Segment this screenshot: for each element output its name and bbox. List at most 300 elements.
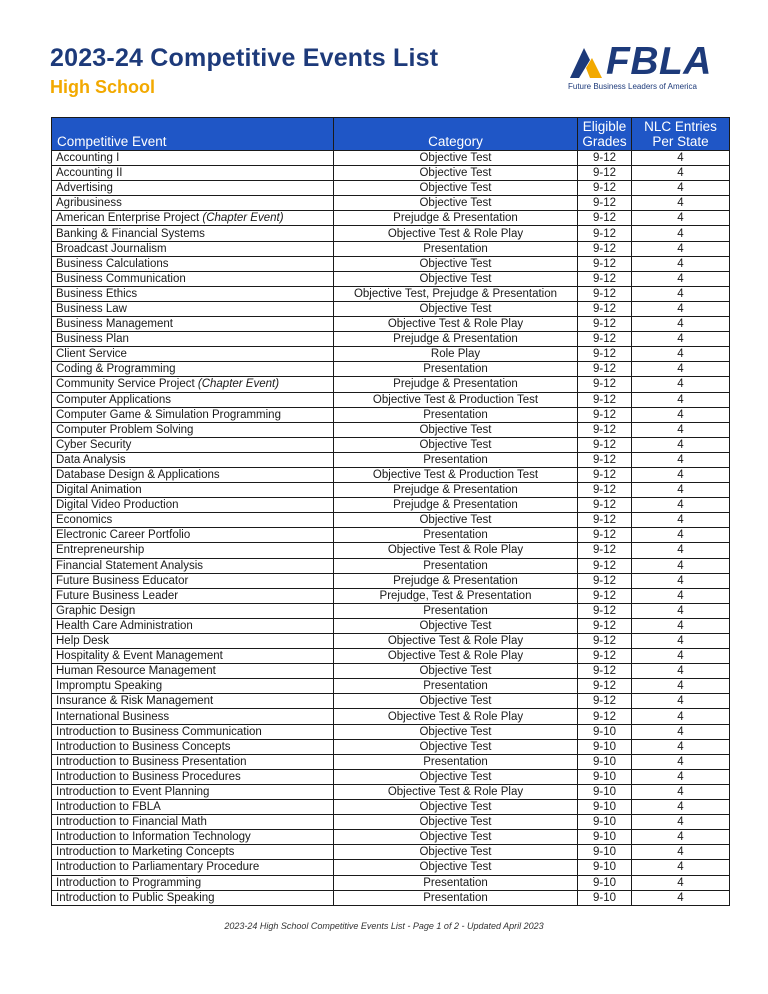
table-row <box>52 830 730 845</box>
entries-cell: 4 <box>632 166 730 181</box>
table-row <box>52 467 730 482</box>
event-name-cell <box>52 392 334 407</box>
page-footer: 2023-24 High School Competitive Events List - Page 1 of 2 - Updated April 2023 <box>224 921 544 931</box>
event-name: Introduction to Event Planning <box>56 785 210 798</box>
event-name-cell <box>52 830 334 845</box>
fbla-mark-icon <box>566 44 606 80</box>
category-cell: Objective Test <box>334 845 578 860</box>
event-name-cell <box>52 618 334 633</box>
page-subtitle: High School <box>50 77 155 97</box>
grades-cell: 9-12 <box>578 271 632 286</box>
category-cell: Objective Test <box>334 694 578 709</box>
grades-cell: 9-12 <box>578 347 632 362</box>
category-cell: Objective Test <box>334 422 578 437</box>
category-cell: Objective Test <box>334 815 578 830</box>
event-name-cell <box>52 754 334 769</box>
event-name-cell <box>52 271 334 286</box>
table-row <box>52 437 730 452</box>
entries-cell: 4 <box>632 347 730 362</box>
entries-cell: 4 <box>632 603 730 618</box>
event-name-cell <box>52 332 334 347</box>
table-row <box>52 890 730 905</box>
header-eligible-grades <box>578 118 632 151</box>
table-row <box>52 151 730 166</box>
entries-cell: 4 <box>632 151 730 166</box>
event-name-cell <box>52 196 334 211</box>
event-name-cell <box>52 256 334 271</box>
category-cell: Prejudge & Presentation <box>334 498 578 513</box>
category-cell: Presentation <box>334 362 578 377</box>
category-cell: Presentation <box>334 875 578 890</box>
event-name-cell <box>52 634 334 649</box>
event-name: Economics <box>56 514 113 527</box>
event-name: Database Design & Applications <box>56 469 220 482</box>
event-name: Introduction to Business Concepts <box>56 740 231 753</box>
table-row <box>52 634 730 649</box>
table-row <box>52 603 730 618</box>
grades-cell: 9-12 <box>578 196 632 211</box>
category-cell: Presentation <box>334 754 578 769</box>
event-name: Financial Statement Analysis <box>56 559 204 572</box>
entries-cell: 4 <box>632 498 730 513</box>
event-name-cell <box>52 347 334 362</box>
event-name: Accounting II <box>56 167 123 180</box>
entries-cell: 4 <box>632 800 730 815</box>
table-row <box>52 754 730 769</box>
grades-cell: 9-10 <box>578 875 632 890</box>
table-row <box>52 618 730 633</box>
header-nlc-line1: NLC Entries <box>644 119 717 134</box>
category-cell: Objective Test <box>334 664 578 679</box>
event-name: Accounting I <box>56 152 120 165</box>
table-row <box>52 860 730 875</box>
event-name: Hospitality & Event Management <box>56 650 223 663</box>
grades-cell: 9-10 <box>578 860 632 875</box>
entries-cell: 4 <box>632 437 730 452</box>
event-name-cell <box>52 769 334 784</box>
category-cell: Objective Test <box>334 166 578 181</box>
grades-cell: 9-12 <box>578 437 632 452</box>
table-row <box>52 709 730 724</box>
category-cell: Prejudge & Presentation <box>334 573 578 588</box>
grades-cell: 9-12 <box>578 332 632 347</box>
category-cell: Objective Test <box>334 181 578 196</box>
event-name: Broadcast Journalism <box>56 242 167 255</box>
grades-cell: 9-10 <box>578 724 632 739</box>
table-row <box>52 286 730 301</box>
category-cell: Presentation <box>334 558 578 573</box>
table-row <box>52 452 730 467</box>
event-note: (Chapter Event) <box>202 212 284 225</box>
event-name: Cyber Security <box>56 438 132 451</box>
event-name-cell <box>52 739 334 754</box>
category-cell: Objective Test, Prejudge & Presentation <box>334 286 578 301</box>
table-row <box>52 769 730 784</box>
entries-cell: 4 <box>632 467 730 482</box>
event-name-cell <box>52 513 334 528</box>
event-name: Human Resource Management <box>56 665 216 678</box>
event-name-cell <box>52 241 334 256</box>
event-name: Future Business Educator <box>56 574 189 587</box>
category-cell: Objective Test <box>334 830 578 845</box>
entries-cell: 4 <box>632 784 730 799</box>
table-row <box>52 498 730 513</box>
table-row <box>52 362 730 377</box>
grades-cell: 9-12 <box>578 498 632 513</box>
entries-cell: 4 <box>632 452 730 467</box>
event-name: Business Ethics <box>56 287 138 300</box>
event-name-cell <box>52 558 334 573</box>
category-cell: Objective Test & Role Play <box>334 226 578 241</box>
event-name-cell <box>52 784 334 799</box>
table-row <box>52 483 730 498</box>
entries-cell: 4 <box>632 709 730 724</box>
table-row <box>52 784 730 799</box>
grades-cell: 9-10 <box>578 890 632 905</box>
entries-cell: 4 <box>632 407 730 422</box>
table-row <box>52 815 730 830</box>
grades-cell: 9-12 <box>578 588 632 603</box>
event-name-cell <box>52 603 334 618</box>
table-row <box>52 588 730 603</box>
table-row <box>52 528 730 543</box>
category-cell: Objective Test <box>334 724 578 739</box>
grades-cell: 9-10 <box>578 845 632 860</box>
event-name-cell <box>52 709 334 724</box>
event-name: Advertising <box>56 182 113 195</box>
grades-cell: 9-12 <box>578 211 632 226</box>
event-name: Graphic Design <box>56 604 136 617</box>
category-cell: Objective Test <box>334 739 578 754</box>
event-name-cell <box>52 211 334 226</box>
event-name: American Enterprise Project <box>56 212 203 225</box>
entries-cell: 4 <box>632 196 730 211</box>
category-cell: Objective Test <box>334 437 578 452</box>
entries-cell: 4 <box>632 301 730 316</box>
entries-cell: 4 <box>632 241 730 256</box>
table-row <box>52 679 730 694</box>
grades-cell: 9-10 <box>578 784 632 799</box>
grades-cell: 9-12 <box>578 679 632 694</box>
event-name-cell <box>52 890 334 905</box>
event-name: Future Business Leader <box>56 589 179 602</box>
entries-cell: 4 <box>632 181 730 196</box>
category-cell: Objective Test & Role Play <box>334 634 578 649</box>
category-cell: Objective Test <box>334 151 578 166</box>
table-row <box>52 422 730 437</box>
grades-cell: 9-12 <box>578 634 632 649</box>
event-name-cell <box>52 166 334 181</box>
category-cell: Prejudge, Test & Presentation <box>334 588 578 603</box>
category-cell: Objective Test <box>334 301 578 316</box>
entries-cell: 4 <box>632 875 730 890</box>
logo-wordmark: FBLA <box>606 40 712 83</box>
table-row <box>52 166 730 181</box>
grades-cell: 9-12 <box>578 558 632 573</box>
event-name-cell <box>52 422 334 437</box>
category-cell: Objective Test <box>334 513 578 528</box>
event-name: Introduction to Public Speaking <box>56 891 215 904</box>
event-name: Insurance & Risk Management <box>56 695 214 708</box>
entries-cell: 4 <box>632 618 730 633</box>
entries-cell: 4 <box>632 573 730 588</box>
grades-cell: 9-10 <box>578 739 632 754</box>
grades-cell: 9-10 <box>578 830 632 845</box>
event-name: Computer Game & Simulation Programming <box>56 408 281 421</box>
entries-cell: 4 <box>632 679 730 694</box>
entries-cell: 4 <box>632 543 730 558</box>
event-name-cell <box>52 286 334 301</box>
event-name-cell <box>52 362 334 377</box>
fbla-logo <box>566 42 724 96</box>
event-name: International Business <box>56 710 170 723</box>
category-cell: Objective Test & Production Test <box>334 467 578 482</box>
grades-cell: 9-12 <box>578 241 632 256</box>
event-name: Computer Problem Solving <box>56 423 194 436</box>
category-cell: Prejudge & Presentation <box>334 332 578 347</box>
event-name: Coding & Programming <box>56 363 176 376</box>
event-name-cell <box>52 543 334 558</box>
event-name-cell <box>52 528 334 543</box>
event-name: Business Communication <box>56 272 186 285</box>
table-row <box>52 181 730 196</box>
grades-cell: 9-12 <box>578 573 632 588</box>
category-cell: Presentation <box>334 241 578 256</box>
category-cell: Presentation <box>334 603 578 618</box>
event-name: Introduction to Business Presentation <box>56 755 247 768</box>
table-row <box>52 377 730 392</box>
category-cell: Role Play <box>334 347 578 362</box>
table-row <box>52 543 730 558</box>
event-name-cell <box>52 875 334 890</box>
grades-cell: 9-10 <box>578 815 632 830</box>
event-name-cell <box>52 407 334 422</box>
entries-cell: 4 <box>632 649 730 664</box>
event-name-cell <box>52 151 334 166</box>
grades-cell: 9-12 <box>578 256 632 271</box>
table-row <box>52 724 730 739</box>
table-row <box>52 664 730 679</box>
event-name: Data Analysis <box>56 453 126 466</box>
header-competitive-event: Competitive Event <box>52 118 334 151</box>
table-row <box>52 407 730 422</box>
event-name-cell <box>52 664 334 679</box>
table-row <box>52 196 730 211</box>
category-cell: Objective Test <box>334 800 578 815</box>
grades-cell: 9-12 <box>578 407 632 422</box>
grades-cell: 9-12 <box>578 392 632 407</box>
table-row <box>52 241 730 256</box>
event-name-cell <box>52 483 334 498</box>
entries-cell: 4 <box>632 634 730 649</box>
category-cell: Presentation <box>334 452 578 467</box>
grades-cell: 9-12 <box>578 422 632 437</box>
table-row <box>52 317 730 332</box>
table-row <box>52 558 730 573</box>
category-cell: Prejudge & Presentation <box>334 211 578 226</box>
event-name-cell <box>52 181 334 196</box>
event-name: Introduction to Financial Math <box>56 816 207 829</box>
event-name-cell <box>52 800 334 815</box>
events-table <box>51 117 730 906</box>
entries-cell: 4 <box>632 422 730 437</box>
logo-tagline: Future Business Leaders of America <box>568 82 697 91</box>
entries-cell: 4 <box>632 377 730 392</box>
table-row <box>52 875 730 890</box>
event-name: Computer Applications <box>56 393 172 406</box>
entries-cell: 4 <box>632 739 730 754</box>
event-name: Client Service <box>56 348 127 361</box>
category-cell: Objective Test <box>334 860 578 875</box>
entries-cell: 4 <box>632 845 730 860</box>
entries-cell: 4 <box>632 528 730 543</box>
table-row <box>52 301 730 316</box>
category-cell: Prejudge & Presentation <box>334 377 578 392</box>
entries-cell: 4 <box>632 754 730 769</box>
table-row <box>52 226 730 241</box>
entries-cell: 4 <box>632 226 730 241</box>
event-name: Agribusiness <box>56 197 122 210</box>
event-name-cell <box>52 573 334 588</box>
grades-cell: 9-12 <box>578 483 632 498</box>
event-name: Electronic Career Portfolio <box>56 529 191 542</box>
entries-cell: 4 <box>632 317 730 332</box>
event-name: Impromptu Speaking <box>56 680 163 693</box>
category-cell: Presentation <box>334 679 578 694</box>
entries-cell: 4 <box>632 483 730 498</box>
table-row <box>52 513 730 528</box>
event-name-cell <box>52 649 334 664</box>
grades-cell: 9-12 <box>578 151 632 166</box>
event-name-cell <box>52 377 334 392</box>
category-cell: Objective Test & Role Play <box>334 543 578 558</box>
page-title: 2023-24 Competitive Events List <box>50 44 439 72</box>
entries-cell: 4 <box>632 664 730 679</box>
table-row <box>52 573 730 588</box>
event-name-cell <box>52 301 334 316</box>
table-row <box>52 347 730 362</box>
entries-cell: 4 <box>632 558 730 573</box>
category-cell: Objective Test & Role Play <box>334 709 578 724</box>
event-name: Business Law <box>56 302 127 315</box>
entries-cell: 4 <box>632 362 730 377</box>
table-row <box>52 256 730 271</box>
entries-cell: 4 <box>632 392 730 407</box>
entries-cell: 4 <box>632 286 730 301</box>
entries-cell: 4 <box>632 694 730 709</box>
entries-cell: 4 <box>632 890 730 905</box>
grades-cell: 9-12 <box>578 377 632 392</box>
entries-cell: 4 <box>632 830 730 845</box>
entries-cell: 4 <box>632 513 730 528</box>
event-name: Introduction to Business Communication <box>56 725 262 738</box>
event-name: Introduction to Programming <box>56 876 202 889</box>
grades-cell: 9-12 <box>578 618 632 633</box>
category-cell: Presentation <box>334 407 578 422</box>
grades-cell: 9-12 <box>578 467 632 482</box>
entries-cell: 4 <box>632 256 730 271</box>
category-cell: Presentation <box>334 890 578 905</box>
table-row <box>52 739 730 754</box>
event-name-cell <box>52 498 334 513</box>
table-row <box>52 392 730 407</box>
entries-cell: 4 <box>632 724 730 739</box>
event-name-cell <box>52 437 334 452</box>
event-name: Banking & Financial Systems <box>56 227 205 240</box>
grades-cell: 9-12 <box>578 166 632 181</box>
event-name-cell <box>52 679 334 694</box>
table-row <box>52 332 730 347</box>
entries-cell: 4 <box>632 860 730 875</box>
event-name: Business Management <box>56 318 173 331</box>
grades-cell: 9-12 <box>578 513 632 528</box>
table-header-row <box>52 118 730 151</box>
entries-cell: 4 <box>632 815 730 830</box>
event-note: (Chapter Event) <box>197 378 280 391</box>
event-name-cell <box>52 724 334 739</box>
grades-cell: 9-12 <box>578 528 632 543</box>
category-cell: Objective Test <box>334 618 578 633</box>
entries-cell: 4 <box>632 588 730 603</box>
category-cell: Objective Test <box>334 769 578 784</box>
category-cell: Objective Test & Role Play <box>334 317 578 332</box>
table-row <box>52 211 730 226</box>
grades-cell: 9-12 <box>578 709 632 724</box>
event-name: Health Care Administration <box>56 619 193 632</box>
header-category: Category <box>334 118 578 151</box>
event-name: Digital Animation <box>56 484 142 497</box>
entries-cell: 4 <box>632 211 730 226</box>
category-cell: Objective Test <box>334 256 578 271</box>
event-name-cell <box>52 226 334 241</box>
event-name-cell <box>52 452 334 467</box>
event-name-cell <box>52 845 334 860</box>
event-name: Introduction to Marketing Concepts <box>56 846 235 859</box>
category-cell: Objective Test & Production Test <box>334 392 578 407</box>
category-cell: Objective Test & Role Play <box>334 784 578 799</box>
category-cell: Objective Test <box>334 196 578 211</box>
event-name: Introduction to Information Technology <box>56 831 251 844</box>
event-name: Business Plan <box>56 333 129 346</box>
event-name-cell <box>52 815 334 830</box>
event-name: Community Service Project <box>56 378 198 391</box>
event-name-cell <box>52 860 334 875</box>
grades-cell: 9-12 <box>578 452 632 467</box>
event-name-cell <box>52 467 334 482</box>
grades-cell: 9-12 <box>578 301 632 316</box>
grades-cell: 9-12 <box>578 226 632 241</box>
grades-cell: 9-12 <box>578 649 632 664</box>
header-nlc-line2: Per State <box>652 134 709 149</box>
entries-cell: 4 <box>632 332 730 347</box>
table-row <box>52 845 730 860</box>
grades-cell: 9-10 <box>578 754 632 769</box>
header-nlc-entries <box>632 118 730 151</box>
table-row <box>52 649 730 664</box>
grades-cell: 9-12 <box>578 317 632 332</box>
event-name-cell <box>52 694 334 709</box>
category-cell: Prejudge & Presentation <box>334 483 578 498</box>
grades-cell: 9-12 <box>578 286 632 301</box>
table-row <box>52 800 730 815</box>
event-name: Business Calculations <box>56 257 169 270</box>
category-cell: Objective Test <box>334 271 578 286</box>
grades-cell: 9-12 <box>578 664 632 679</box>
grades-cell: 9-12 <box>578 603 632 618</box>
grades-cell: 9-12 <box>578 181 632 196</box>
grades-cell: 9-12 <box>578 362 632 377</box>
event-name-cell <box>52 588 334 603</box>
